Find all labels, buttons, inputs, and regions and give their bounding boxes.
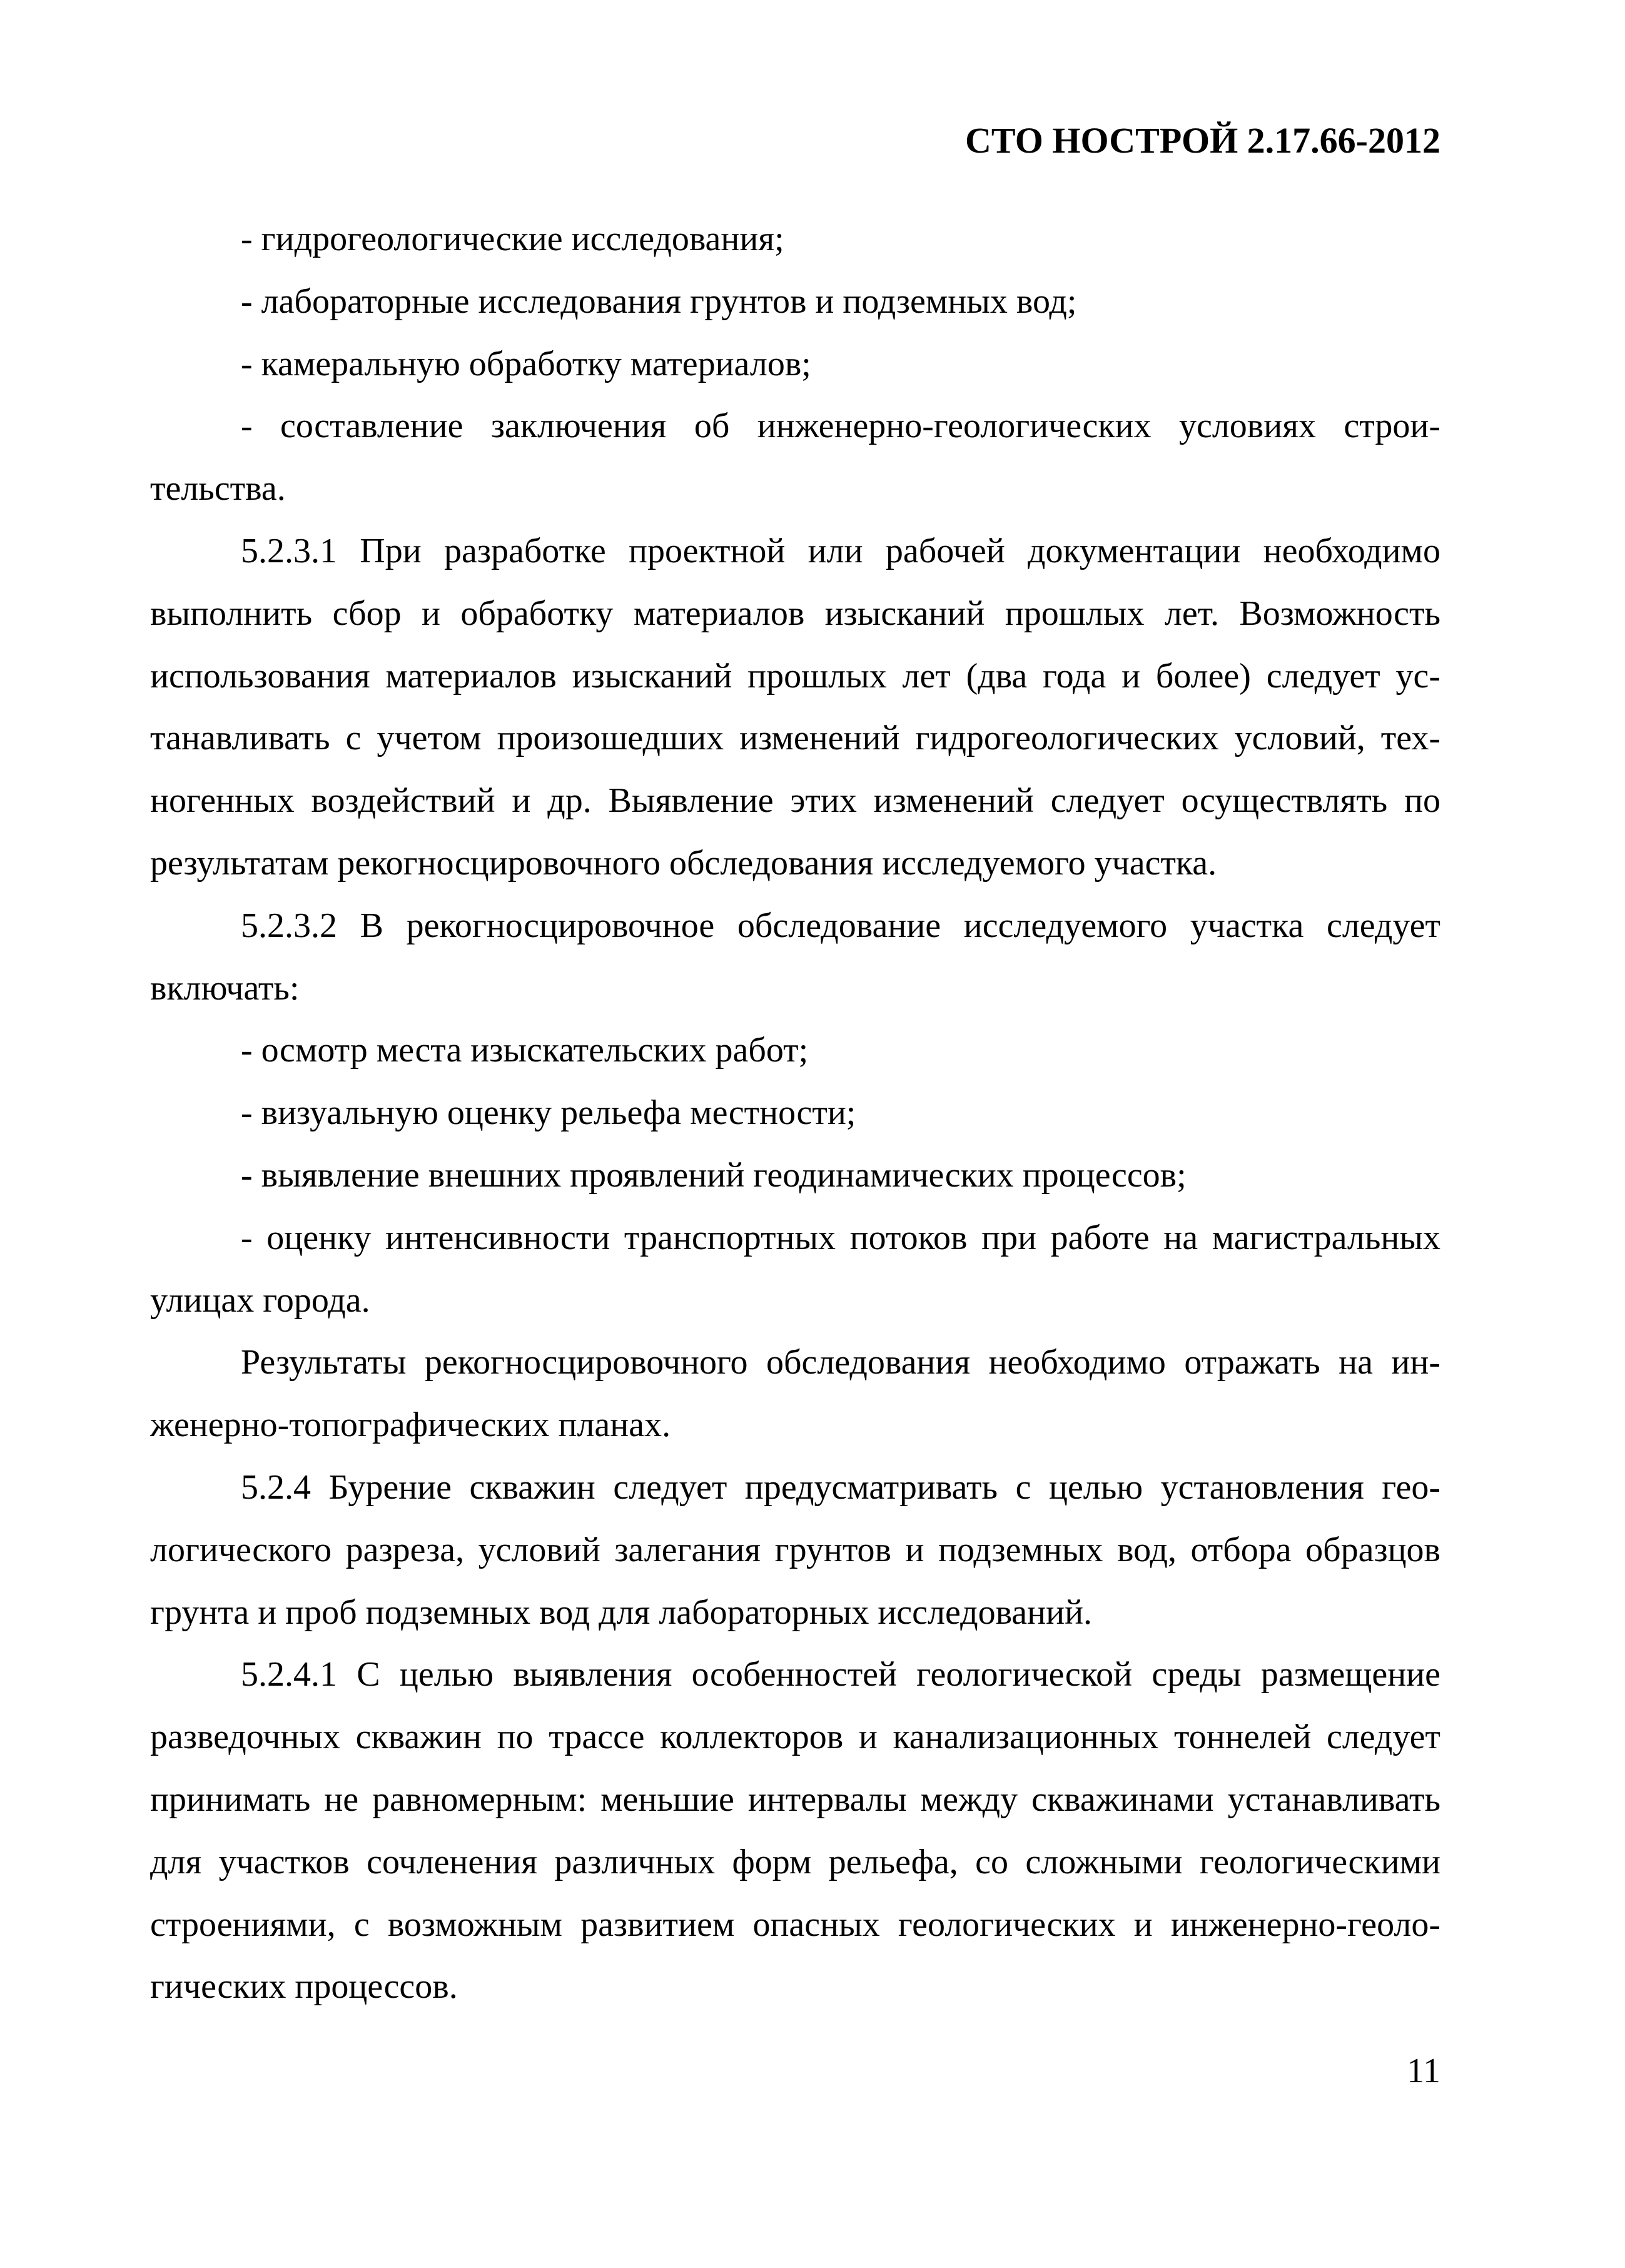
- text-line: - камеральную обработку материалов;: [241, 344, 811, 383]
- text-line: включать:: [150, 968, 300, 1008]
- text-line: - оценку интенсивности транспортных потоков при работе на магистральных: [241, 1218, 1440, 1257]
- text-line: тельства.: [150, 469, 286, 509]
- text-line: - выявление внешних проявлений геодинамических процессов;: [241, 1155, 1187, 1195]
- text-line: Результаты рекогносцировочного обследования необходимо отражать на ин-: [241, 1343, 1440, 1382]
- text-line: - лабораторные исследования грунтов и подземных вод;: [241, 281, 1077, 321]
- text-line: - гидрогеологические исследования;: [241, 220, 784, 258]
- text-line: - визуальную оценку рельефа местности;: [241, 1093, 856, 1133]
- text-line: разведочных скважин по трассе коллекторов и канализационных тоннелей следует: [150, 1718, 1440, 1757]
- text-line: использования материалов изысканий прошлых лет (два года и более) следует ус-: [150, 656, 1440, 696]
- text-line: результатам рекогносцировочного обследования исследуемого участка.: [150, 843, 1217, 883]
- text-line: женерно-топографических планах.: [150, 1405, 671, 1445]
- text-line: улицах города.: [150, 1280, 370, 1320]
- text-line: для участков сочленения различных форм рельефа, со сложными геологическими: [150, 1842, 1440, 1881]
- text-line: 5.2.4 Бурение скважин следует предусматривать с целью установления гео-: [241, 1467, 1440, 1507]
- text-line: - осмотр места изыскательских работ;: [241, 1031, 809, 1070]
- text-line: 5.2.4.1 С целью выявления особенностей геологической среды размещение: [241, 1655, 1440, 1694]
- text-line: 5.2.3.1 При разработке проектной или рабочей документации необходимо: [241, 531, 1440, 570]
- page-number: 11: [1407, 2052, 1440, 2090]
- text-line: ногенных воздействий и др. Выявление этих изменений следует осуществлять по: [150, 781, 1440, 821]
- text-line: принимать не равномерным: меньшие интервалы между скважинами устанавливать: [150, 1779, 1440, 1819]
- text-line: выполнить сбор и обработку материалов изысканий прошлых лет. Возможность: [150, 594, 1440, 633]
- text-line: строениями, с возможным развитием опасных геологических и инженерно-геоло-: [150, 1905, 1440, 1944]
- text-line: грунта и проб подземных вод для лабораторных исследований.: [150, 1592, 1093, 1632]
- text-line: - составление заключения об инженерно-геологических условиях строи-: [241, 407, 1440, 446]
- text-column: [150, 208, 1440, 2018]
- document-header: СТО НОСТРОЙ 2.17.66-2012: [964, 120, 1440, 161]
- text-line: гических процессов.: [150, 1967, 458, 2007]
- text-line: логического разреза, условий залегания грунтов и подземных вод, отбора образцов: [150, 1530, 1440, 1569]
- text-line: танавливать с учетом произошедших изменений гидрогеологических условий, тех-: [150, 719, 1440, 758]
- text-line: 5.2.3.2 В рекогносцировочное обследование исследуемого участка следует: [241, 906, 1440, 945]
